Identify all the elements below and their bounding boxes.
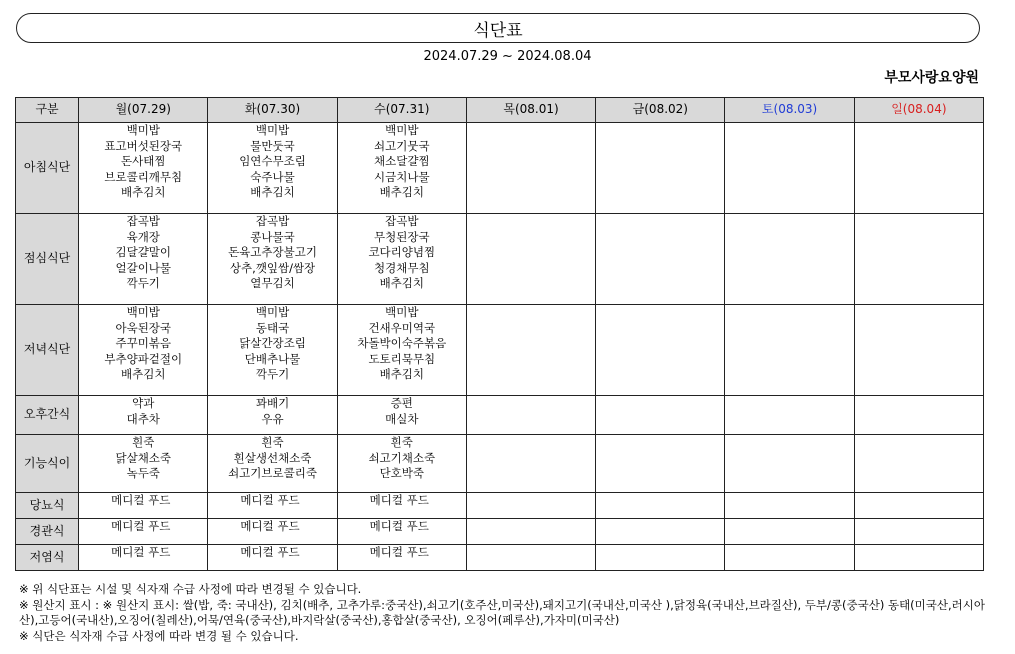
menu-cell — [208, 123, 337, 214]
corner-header: 구분 — [16, 98, 79, 123]
header-row — [16, 98, 984, 123]
menu-cell — [854, 396, 983, 435]
menu-item: 메디컬 푸드 — [369, 493, 429, 507]
menu-cell — [725, 123, 854, 214]
menu-cell — [596, 305, 725, 396]
menu-cell — [79, 545, 208, 571]
menu-item: 닭살채소죽 — [115, 450, 172, 465]
day-header: 금(08.02) — [596, 98, 725, 123]
menu-item: 물만둣국 — [250, 138, 295, 153]
menu-cell — [596, 123, 725, 214]
menu-item: 잡곡밥 — [126, 214, 160, 228]
menu-row — [16, 435, 984, 493]
menu-item: 흰살생선채소죽 — [233, 450, 312, 465]
menu-item: 백미밥 — [255, 305, 290, 319]
menu-item: 배추김치 — [379, 185, 424, 199]
menu-cell — [725, 435, 854, 493]
menu-cell — [79, 493, 208, 519]
menu-cell — [79, 214, 208, 305]
menu-item: 백미밥 — [385, 305, 419, 319]
menu-cell — [725, 519, 854, 545]
menu-cell — [466, 493, 595, 519]
menu-item: 배추김치 — [121, 185, 166, 199]
menu-cell — [337, 435, 466, 493]
menu-row — [16, 305, 984, 396]
menu-cell — [854, 214, 983, 305]
menu-cell — [337, 519, 466, 545]
menu-item: 콩나물국 — [250, 229, 295, 244]
menu-cell — [854, 519, 983, 545]
menu-row — [16, 123, 984, 214]
menu-cell — [725, 493, 854, 519]
meal-category: 아침식단 — [16, 123, 79, 214]
menu-row — [16, 519, 984, 545]
day-header: 화(07.30) — [208, 98, 337, 123]
menu-item: 대추차 — [126, 411, 160, 426]
menu-cell — [596, 396, 725, 435]
menu-cell — [466, 435, 595, 493]
menu-row — [16, 545, 984, 571]
menu-cell — [725, 545, 854, 571]
note-line: ※ 위 식단표는 시설 및 식자재 수급 사정에 따라 변경될 수 있습니다. — [19, 582, 362, 596]
menu-item: 채소달걀찜 — [374, 154, 430, 168]
menu-item: 녹두죽 — [126, 466, 160, 480]
day-header: 목(08.01) — [466, 98, 595, 123]
menu-item: 얼갈이나물 — [115, 260, 172, 275]
meal-category: 저녁식단 — [16, 305, 79, 396]
menu-cell — [337, 396, 466, 435]
menu-cell — [79, 305, 208, 396]
menu-item: 열무김치 — [250, 276, 295, 290]
menu-item: 아욱된장국 — [115, 320, 172, 335]
menu-item: 메디컬 푸드 — [111, 545, 171, 559]
menu-item: 흰죽 — [132, 435, 155, 449]
menu-cell — [854, 493, 983, 519]
menu-item: 백미밥 — [126, 123, 160, 137]
menu-cell — [596, 435, 725, 493]
menu-item: 부추양파겉절이 — [104, 351, 183, 366]
menu-cell — [79, 435, 208, 493]
meal-category: 저염식 — [16, 545, 79, 571]
menu-item: 메디컬 푸드 — [111, 493, 171, 507]
menu-item: 육개장 — [126, 229, 160, 244]
menu-cell — [337, 214, 466, 305]
menu-cell — [596, 545, 725, 571]
menu-cell — [596, 214, 725, 305]
menu-item: 도토리묵무침 — [368, 351, 436, 366]
menu-cell — [337, 123, 466, 214]
facility-name: 부모사랑요양원 — [884, 70, 979, 86]
menu-item: 배추김치 — [379, 367, 424, 381]
menu-cell — [596, 519, 725, 545]
menu-cell — [596, 493, 725, 519]
menu-item: 배추김치 — [379, 276, 424, 290]
menu-item: 쇠고기브로콜리죽 — [228, 466, 317, 480]
menu-item: 브로콜리깨무침 — [104, 169, 183, 184]
menu-item: 백미밥 — [126, 305, 160, 319]
menu-item: 증편 — [390, 396, 413, 410]
menu-cell — [466, 123, 595, 214]
menu-cell — [466, 214, 595, 305]
menu-item: 청경채무침 — [374, 260, 430, 275]
menu-item: 시금치나물 — [374, 169, 430, 184]
menu-cell — [854, 545, 983, 571]
menu-cell — [854, 305, 983, 396]
menu-item: 메디컬 푸드 — [240, 545, 300, 559]
menu-item: 꽈배기 — [255, 396, 290, 410]
note-line: ※ 원산지 표시 : ※ 원산지 표시: 쌀(밥, 죽: 국내산), 김치(배추, 고추가루:중국산),쇠고기(호주산,미국산),돼지고기(국내산,미국산 ),닭정육(국내산,브라질산), 두부/콩(중국산) 동태(미국산,러시아산),고등어(국내산),오징어(칠레산),어묵/연육(중국산),바지락살(중국산),홍합살(중국산), 오징어(페루산),가자미(미국산) — [19, 597, 985, 627]
menu-cell — [725, 396, 854, 435]
menu-cell — [337, 493, 466, 519]
menu-item: 약과 — [132, 396, 155, 410]
menu-cell — [208, 305, 337, 396]
menu-cell — [79, 396, 208, 435]
menu-cell — [208, 435, 337, 493]
menu-item: 코다리양념찜 — [368, 245, 436, 259]
menu-cell — [725, 305, 854, 396]
day-header-saturday: 토(08.03) — [725, 98, 854, 123]
menu-item: 무청된장국 — [374, 229, 430, 244]
menu-cell — [208, 519, 337, 545]
meal-category: 경관식 — [16, 519, 79, 545]
meal-category: 오후간식 — [16, 396, 79, 435]
menu-cell — [337, 545, 466, 571]
menu-item: 단배추나물 — [244, 351, 301, 366]
menu-item: 동태국 — [255, 320, 290, 335]
menu-row — [16, 396, 984, 435]
menu-item: 배추김치 — [250, 185, 295, 199]
menu-cell — [208, 396, 337, 435]
day-header: 수(07.31) — [337, 98, 466, 123]
menu-cell — [854, 435, 983, 493]
menu-item: 매실차 — [385, 411, 419, 426]
menu-item: 상추,깻잎쌈/쌈장 — [229, 260, 316, 275]
day-header-sunday: 일(08.04) — [854, 98, 983, 123]
note-line: ※ 식단은 식자재 수급 사정에 따라 변경 될 수 있습니다. — [19, 628, 299, 643]
menu-cell — [208, 545, 337, 571]
menu-item: 흰죽 — [390, 435, 413, 449]
meal-category: 기능식이 — [16, 435, 79, 493]
menu-item: 배추김치 — [121, 367, 166, 381]
menu-item: 돈사태찜 — [121, 154, 166, 168]
menu-cell — [466, 305, 595, 396]
menu-item: 메디컬 푸드 — [369, 545, 429, 559]
menu-period: 2024.07.29 ~ 2024.08.04 — [423, 49, 592, 64]
page-title: 식단표 — [473, 20, 523, 41]
menu-item: 깍두기 — [126, 276, 160, 290]
menu-cell — [208, 214, 337, 305]
menu-item: 메디컬 푸드 — [111, 519, 171, 533]
menu-item: 잡곡밥 — [385, 214, 419, 228]
meal-category: 점심식단 — [16, 214, 79, 305]
menu-cell — [79, 123, 208, 214]
menu-row — [16, 214, 984, 305]
menu-table — [15, 97, 984, 571]
menu-cell — [466, 519, 595, 545]
menu-item: 임연수무조림 — [239, 154, 306, 168]
meal-category: 당뇨식 — [16, 493, 79, 519]
menu-item: 깍두기 — [255, 367, 290, 381]
menu-item: 쇠고기채소죽 — [368, 450, 436, 465]
menu-cell — [854, 123, 983, 214]
menu-cell — [466, 545, 595, 571]
menu-row — [16, 493, 984, 519]
day-header: 월(07.29) — [79, 98, 208, 123]
notes — [19, 582, 994, 644]
menu-item: 단호박죽 — [379, 466, 424, 480]
menu-item: 잡곡밥 — [255, 214, 290, 228]
menu-item: 김달걀말이 — [115, 245, 172, 259]
menu-item: 돈육고추장불고기 — [228, 245, 317, 259]
menu-item: 메디컬 푸드 — [240, 493, 300, 507]
menu-item: 건새우미역국 — [368, 320, 436, 335]
menu-item: 백미밥 — [255, 123, 290, 137]
menu-cell — [79, 519, 208, 545]
menu-cell — [208, 493, 337, 519]
menu-item: 차돌박이숙주볶음 — [357, 336, 447, 350]
menu-item: 흰죽 — [261, 435, 284, 449]
menu-item: 메디컬 푸드 — [240, 519, 300, 533]
menu-item: 메디컬 푸드 — [369, 519, 429, 533]
title-box — [16, 13, 980, 43]
menu-cell — [725, 214, 854, 305]
menu-cell — [466, 396, 595, 435]
menu-item: 주꾸미볶음 — [115, 336, 172, 350]
menu-item: 표고버섯된장국 — [104, 138, 183, 153]
menu-item: 닭살간장조림 — [239, 336, 306, 350]
menu-item: 우유 — [261, 411, 284, 426]
menu-cell — [337, 305, 466, 396]
menu-item: 백미밥 — [385, 123, 419, 137]
menu-item: 숙주나물 — [250, 169, 295, 184]
menu-item: 쇠고기뭇국 — [374, 138, 430, 153]
